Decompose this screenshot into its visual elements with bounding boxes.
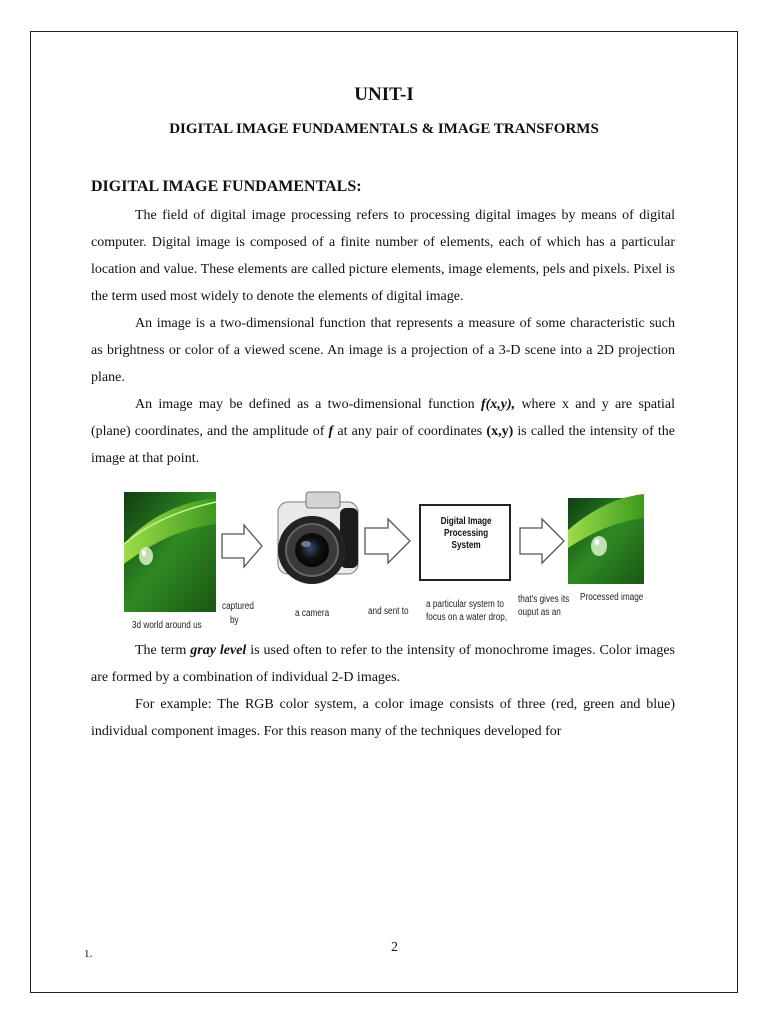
label-captured: captured (222, 601, 254, 612)
coordinate-notation: (x,y) (486, 424, 514, 439)
paragraph-5: For example: The RGB color system, a color image consists of three (red, green and blue) individual component images. For this reason many of the techniques developed for (91, 697, 675, 739)
paragraph-3-text-g: is called the intensity of the image at that point. (91, 424, 675, 466)
leaf-photo-original (124, 492, 216, 612)
arrow-1 (222, 525, 262, 567)
label-system-line-1: a particular system to (426, 599, 504, 610)
paragraph-4-text-c: is used often to refer to the intensity of monochrome images. Color images are formed by a combination of individual 2-D images. (91, 643, 676, 685)
label-sent-to: and sent to (368, 606, 409, 617)
dip-system-line-1: Digital Image Processing (440, 516, 492, 539)
label-gives-line-2: ouput as an (518, 607, 561, 618)
label-system-line-2: focus on a water drop, (426, 612, 508, 623)
dip-system-box (419, 504, 511, 581)
arrow-3 (520, 519, 564, 563)
footnote-marker: 1. (84, 948, 93, 960)
dip-system-line-2: System (451, 540, 481, 551)
gray-level-term: gray level (190, 643, 247, 658)
arrow-2 (365, 519, 410, 563)
paragraph-3-text-c: where x and y are spatial (plane) coordinates, and the amplitude of (91, 397, 675, 439)
paragraph-3 (91, 391, 675, 472)
image-processing-figure (120, 484, 650, 636)
unit-heading: UNIT-I (354, 84, 414, 105)
function-notation: f(x,y), (480, 397, 516, 412)
paragraph-4 (91, 637, 675, 691)
label-processed-image: Processed image (580, 592, 644, 603)
paragraph-4-text-a: The term (135, 643, 191, 658)
label-by: by (230, 615, 239, 626)
label-3d-world: 3d world around us (132, 620, 202, 631)
page-number: 2 (391, 940, 398, 955)
section-heading: DIGITAL IMAGE FUNDAMENTALS: (91, 178, 362, 195)
dip-system-label (421, 516, 511, 552)
chapter-title: DIGITAL IMAGE FUNDAMENTALS & IMAGE TRANSFORMS (169, 121, 599, 137)
leaf-photo-processed (568, 494, 644, 584)
function-symbol: f (328, 424, 334, 439)
paragraph-2: An image is a two-dimensional function that represents a measure of some characteristic such as brightness or color of a viewed scene. An image is a projection of a 3-D scene into a 2D projection plane. (91, 316, 675, 385)
paragraph-3-text-a: An image may be defined as a two-dimensional function (135, 397, 481, 412)
label-camera: a camera (295, 608, 330, 619)
label-gives-line-1: that's gives its (518, 594, 570, 605)
paragraph-1: The field of digital image processing refers to processing digital images by means of digital computer. Digital image is composed of a finite number of elements, each of which has a particular location and value. These elements are called picture elements, image elements, pels and pixels. Pixel is the term used most widely to denote the elements of digital image. (91, 208, 675, 304)
paragraph-3-text-e: at any pair of coordinates (333, 424, 487, 439)
camera-image (278, 492, 358, 584)
